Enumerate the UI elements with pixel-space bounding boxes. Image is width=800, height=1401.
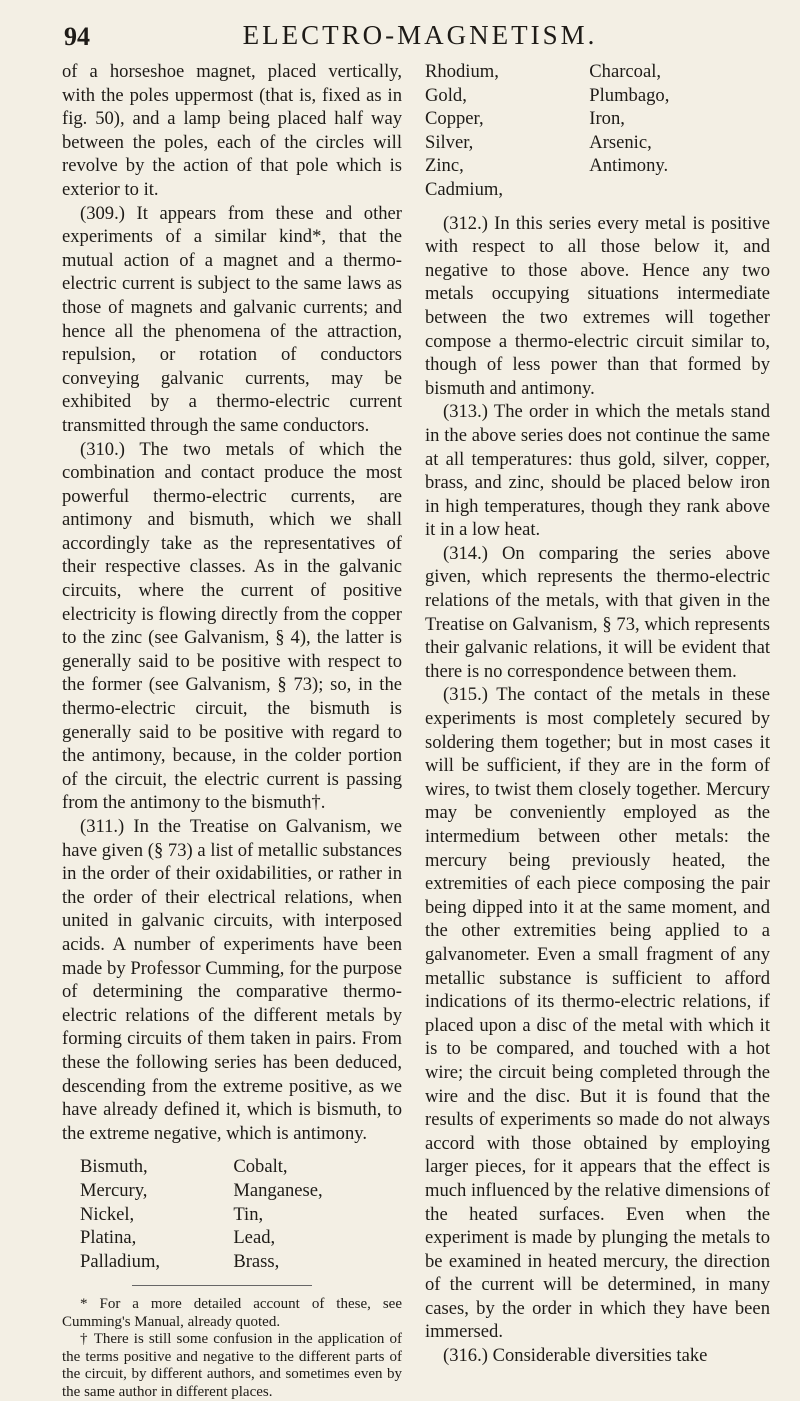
list-item: Bismuth, <box>80 1156 148 1178</box>
paragraph-310: (310.) The two metals of which the combination and contact produce the most powerful thermo-electric currents, are antimony and bismuth, which we shall accordingly take as the representatives of their respective classes. As in the galvanic circuits, where the current of positive electricity is flowing directly from the copper to the zinc (see Galvanism, § 4), the latter is generally said to be positive with respect to the former (see Galvanism, § 73); so, in the thermo-electric circuit, the bismuth is generally said to be positive with regard to the antimony, because, in the colder portion of the circuit, the electric current is passing from the antimony to the bismuth†. <box>62 438 402 814</box>
list-item: Lead, <box>233 1227 276 1249</box>
metal-series-col-2 <box>589 60 770 202</box>
paragraph-312: (312.) In this series every metal is positive with respect to all those below it, and negative to those above. Hence any two metals occupying situations intermediate between the two extremes will together compose a thermo-electric circuit similar to, though of less power than that formed by bismuth and antimony. <box>425 212 770 399</box>
paragraph-309: (309.) It appears from these and other experiments of a similar kind*, that the mutual action of a magnet and a thermo-electric current is subject to the same laws as those of magnets and galvanic currents; and hence all the phenomena of the attraction, repulsion, or rotation of conductors conveying galvanic currents, may be exhibited by a thermo-electric current transmitted through the same conductors. <box>62 202 402 436</box>
list-item: Brass, <box>233 1250 280 1272</box>
left-column <box>62 60 402 1401</box>
list-item: Iron, <box>589 108 625 130</box>
paragraph-314: (314.) On comparing the series above given, which represents the thermo-electric relations of the metals, with that given in the Treatise on Galvanism, § 73, which represents their galvanic relations, it will be evident that there is no correspondence between them. <box>425 542 770 682</box>
list-item: Silver, <box>425 131 474 153</box>
list-item: Arsenic, <box>589 131 652 153</box>
paragraph: of a horseshoe magnet, placed vertically, with the poles uppermost (that is, fixed as in fig. 50), and a lamp being placed half way between the poles, each of the circles will revolve by the action of that pole which is exterior to it. <box>62 61 402 200</box>
footnote-1: * For a more detailed account of these, see Cumming's Manual, already quoted. <box>62 1296 402 1330</box>
page-number: 94 <box>64 22 90 51</box>
metal-series-col-2 <box>233 1155 402 1273</box>
paragraph-313: (313.) The order in which the metals stand in the above series does not continue the same at all temperatures: thus gold, silver, copper, brass, and zinc, should be placed below iron in high temperatures, though they rank above it in a low heat. <box>425 401 770 541</box>
list-item: Tin, <box>233 1203 264 1225</box>
list-item: Gold, <box>425 84 467 106</box>
list-item: Plumbago, <box>589 84 670 106</box>
footnote-2: † There is still some confusion in the application of the terms positive and negative to the different parts of the circuit, by different authors, and sometimes even by the same author in different places. <box>62 1331 402 1400</box>
list-item: Cobalt, <box>233 1156 288 1178</box>
list-item: Charcoal, <box>589 61 662 82</box>
metal-series-col-1 <box>62 1155 233 1273</box>
list-item: Manganese, <box>233 1179 323 1201</box>
list-item: Cadmium, <box>425 178 503 200</box>
list-item: Nickel, <box>80 1203 135 1225</box>
right-column <box>425 60 770 1368</box>
paragraph-316: (316.) Considerable diversities take <box>443 1345 708 1367</box>
list-item: Copper, <box>425 108 484 130</box>
list-item: Mercury, <box>80 1179 148 1201</box>
metal-series-list-continued <box>425 60 770 202</box>
list-item: Palladium, <box>80 1250 161 1272</box>
list-item: Antimony. <box>589 155 669 177</box>
list-item: Zinc, <box>425 155 464 177</box>
paragraph-315: (315.) The contact of the metals in these experiments is most completely secured by soldering them together; but in most cases it will be sufficient, if they are in the form of wires, to twist them closely together. Mercury may be conveniently employed as the intermedium between other metals: the mercury being previously heated, the extremities of each piece composing the pair being dipped into it at the same moment, and the other extremities being applied to a galvanometer. Even a small fragment of any metallic substance is sufficient to afford indications of its thermo-electric relations, if placed upon a disc of the metal with which it is to be compared, and touched with a hot wire; the circuit being completed through the wire and the disc. But it is found that the results of experiments so made do not always accord with those obtained by employing larger pieces, for it appears that the effect is much influenced by the relative dimensions of the heated surfaces. Even when the experiment is made by plunging the metals to be examined in heated mercury, the direction of the current will be determined, in many cases, by the order in which they have been immersed. <box>425 684 770 1343</box>
page-header <box>0 16 800 56</box>
paragraph-311: (311.) In the Treatise on Galvanism, we have given (§ 73) a list of metallic substances in the order of their oxidabilities, or rather in the order of their electrical relations, when united in galvanic circuits, with interposed acids. A number of experiments have been made by Professor Cumming, for the purpose of determining the comparative thermo-electric relations of the different metals by forming circuits of them taken in pairs. From these the following series has been deduced, descending from the extreme positive, as we have already defined it, which is bismuth, to the extreme negative, which is antimony. <box>62 816 402 1144</box>
footnote-rule <box>132 1285 312 1286</box>
list-item: Platina, <box>80 1227 137 1249</box>
list-item: Rhodium, <box>425 61 499 82</box>
running-title: ELECTRO-MAGNETISM. <box>242 20 598 50</box>
metal-series-list <box>62 1155 402 1273</box>
metal-series-col-1 <box>425 60 589 202</box>
